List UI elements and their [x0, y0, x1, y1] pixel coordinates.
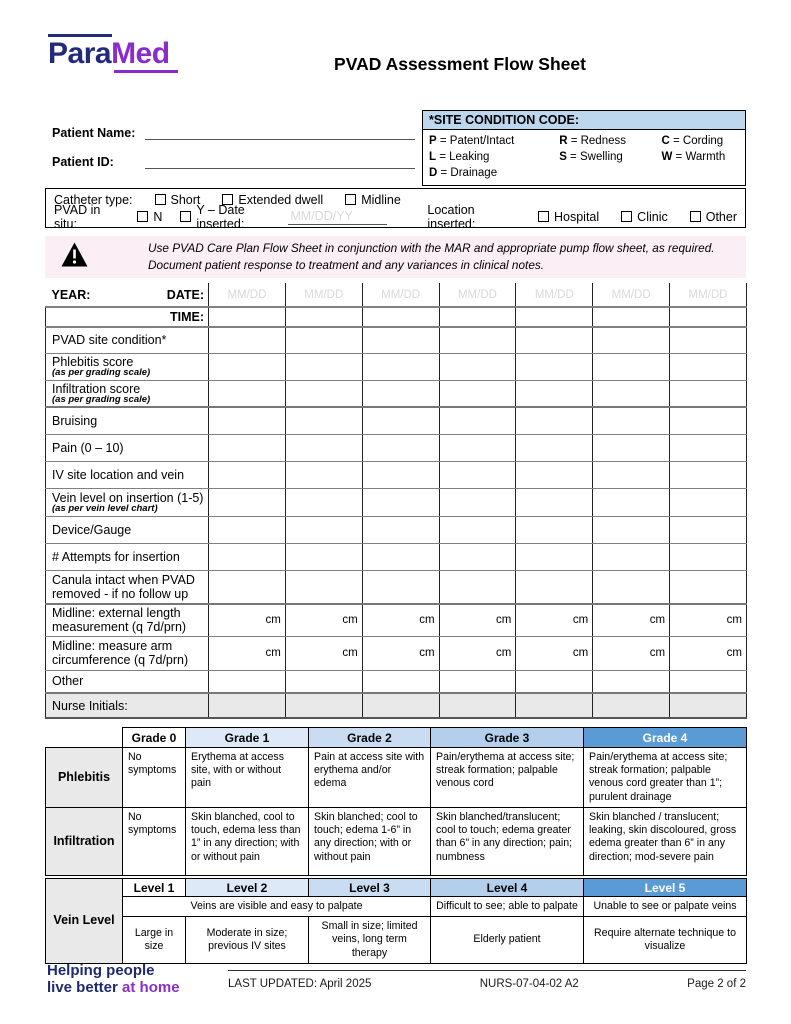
- flow-input-cell[interactable]: [285, 488, 362, 516]
- flow-input-cell[interactable]: [439, 570, 516, 604]
- flow-input-cell[interactable]: [439, 543, 516, 570]
- last-updated-text: LAST UPDATED: April 2025: [228, 978, 372, 990]
- logo-bottom-line: [114, 70, 178, 73]
- grading-cell: Skin blanched; cool to touch; edema 1-6” in any direction; with or without pain: [309, 807, 431, 875]
- flow-input-cell[interactable]: [516, 670, 593, 693]
- flow-row-sublabel: (as per grading scale): [52, 367, 151, 379]
- flow-input-cell[interactable]: [209, 380, 286, 407]
- level-header: Level 4: [431, 879, 584, 897]
- flow-row-label: [46, 461, 209, 488]
- flow-input-cell[interactable]: cm: [670, 636, 747, 670]
- flow-row-label: [46, 670, 209, 693]
- flow-input-cell[interactable]: [285, 670, 362, 693]
- flow-input-cell[interactable]: cm: [285, 636, 362, 670]
- catheter-box: [45, 188, 746, 231]
- catheter-option-short: Short: [170, 192, 201, 207]
- flow-input-cell[interactable]: [285, 380, 362, 407]
- flow-row-label-text: # Attempts for insertion: [52, 549, 180, 564]
- flow-row: [46, 543, 747, 570]
- date-input-cell[interactable]: MM/DD: [593, 283, 670, 307]
- flow-input-cell[interactable]: [670, 570, 747, 604]
- code-item: [559, 149, 661, 165]
- site-condition-code-title: *SITE CONDITION CODE:: [423, 111, 745, 130]
- date-inserted-input[interactable]: MM/DD/YY: [288, 209, 387, 225]
- page-title: PVAD Assessment Flow Sheet: [334, 54, 586, 74]
- flow-input-cell[interactable]: [516, 693, 593, 718]
- flow-input-cell[interactable]: [285, 327, 362, 353]
- grading-row-label: Infiltration: [46, 807, 123, 875]
- flow-row-label-text: Vein level on insertion (1-5): [52, 490, 204, 505]
- grading-cell: No symptoms: [123, 748, 186, 808]
- flow-input-cell[interactable]: [209, 670, 286, 693]
- grading-cell: Erythema at access site, with or without pain: [186, 748, 309, 808]
- flow-input-cell[interactable]: [439, 693, 516, 718]
- situ-option-y-date-inserted: Y – Date inserted:: [196, 202, 245, 231]
- flow-input-cell[interactable]: [362, 570, 439, 604]
- flow-input-cell[interactable]: [593, 693, 670, 718]
- flow-input-cell[interactable]: [285, 461, 362, 488]
- time-input-cell[interactable]: [285, 307, 362, 327]
- grading-row-label: Phlebitis: [46, 748, 123, 808]
- flow-input-cell[interactable]: [593, 380, 670, 407]
- time-input-cell[interactable]: [593, 307, 670, 327]
- flow-input-cell[interactable]: [593, 353, 670, 380]
- warning-line1: Use PVAD Care Plan Flow Sheet in conjunction with the MAR and appropriate pump flow sheet, as required.: [148, 240, 715, 255]
- warning-strip: [45, 236, 746, 278]
- flow-input-cell[interactable]: [516, 570, 593, 604]
- vein-description-cell: Elderly patient: [431, 917, 584, 964]
- code-meaning: = Cording: [669, 135, 724, 147]
- code-meaning: = Swelling: [566, 151, 623, 164]
- footer-row: [228, 978, 746, 990]
- document-number: NURS-07-04-02 A2: [479, 978, 579, 990]
- vein-description-cell: Require alternate technique to visualize: [584, 917, 747, 964]
- flow-input-cell[interactable]: [439, 353, 516, 380]
- code-key: C: [661, 135, 670, 147]
- code-key: S: [559, 151, 567, 164]
- flow-input-cell[interactable]: [209, 461, 286, 488]
- flow-input-cell[interactable]: [516, 461, 593, 488]
- flow-input-cell[interactable]: [670, 543, 747, 570]
- grading-cell: Pain/erythema at access site; streak formation; palpable venous cord greater than 1”; purulent drainage: [584, 748, 747, 808]
- flow-input-cell[interactable]: [593, 570, 670, 604]
- vein-description-cell: Large in size: [123, 917, 186, 964]
- site-condition-code-box: [422, 110, 746, 186]
- flow-input-cell[interactable]: [593, 516, 670, 543]
- code-key: L: [429, 151, 437, 164]
- location-option-clinic: Clinic: [637, 209, 668, 224]
- grade-header: Grade 3: [431, 728, 584, 748]
- code-key: P: [429, 135, 437, 147]
- date-input-cell[interactable]: MM/DD: [439, 283, 516, 307]
- code-meaning: = Leaking: [436, 151, 490, 164]
- flow-input-cell[interactable]: [209, 434, 286, 461]
- flow-input-cell[interactable]: [285, 543, 362, 570]
- date-label: DATE:: [166, 287, 204, 302]
- code-item: [429, 165, 559, 181]
- flow-sheet-table: [45, 283, 747, 719]
- flow-input-cell[interactable]: [670, 670, 747, 693]
- code-item: [661, 149, 739, 165]
- flow-input-cell[interactable]: [362, 434, 439, 461]
- code-column: [661, 133, 739, 181]
- flow-row-label: [46, 327, 209, 353]
- patient-name-label: Patient Name:: [52, 126, 136, 140]
- checkbox-clinic[interactable]: [621, 211, 632, 222]
- code-item: [559, 133, 661, 149]
- tagline-line1: Helping people: [47, 962, 155, 979]
- grade-header: Grade 4: [584, 728, 747, 748]
- year-label: YEAR:: [51, 287, 91, 302]
- vein-level-label: Vein Level: [46, 879, 123, 964]
- flow-input-cell[interactable]: [209, 543, 286, 570]
- flow-input-cell[interactable]: [362, 327, 439, 353]
- catheter-option-midline: Midline: [361, 192, 401, 207]
- flow-input-cell[interactable]: [670, 380, 747, 407]
- code-meaning: = Patent/Intact: [436, 135, 515, 147]
- flow-input-cell[interactable]: [593, 327, 670, 353]
- flow-row-label-text: IV site location and vein: [52, 467, 185, 482]
- checkbox-midline[interactable]: [345, 194, 356, 205]
- time-input-cell[interactable]: [209, 307, 286, 327]
- flow-row: [46, 693, 747, 718]
- code-key: D: [429, 167, 438, 180]
- flow-input-cell[interactable]: [670, 516, 747, 543]
- flow-input-cell[interactable]: [593, 670, 670, 693]
- flow-row-label: [46, 543, 209, 570]
- date-input-cell[interactable]: MM/DD: [670, 283, 747, 307]
- code-meaning: = Warmth: [672, 151, 726, 164]
- flow-row-label: [46, 516, 209, 543]
- flow-row-sublabel: (as per vein level chart): [52, 502, 158, 514]
- paramed-logo: [48, 34, 188, 73]
- flow-input-cell[interactable]: [516, 327, 593, 353]
- flow-input-cell[interactable]: [285, 693, 362, 718]
- flow-row-label: [46, 353, 209, 380]
- flow-input-cell[interactable]: [516, 543, 593, 570]
- flow-input-cell[interactable]: [439, 461, 516, 488]
- pvad-in-situ-label: PVAD in situ:: [54, 202, 101, 231]
- checkbox-situ-y[interactable]: [180, 211, 191, 222]
- flow-row-label: [46, 570, 209, 604]
- tagline-line2: [47, 979, 180, 996]
- footer-rule: [228, 970, 746, 971]
- flow-input-cell[interactable]: cm: [439, 636, 516, 670]
- flow-input-cell[interactable]: [439, 670, 516, 693]
- vein-description-cell: Small in size; limited veins, long term therapy: [309, 917, 431, 964]
- flow-input-cell[interactable]: [516, 488, 593, 516]
- flow-input-cell[interactable]: [516, 353, 593, 380]
- level-header: Level 3: [309, 879, 431, 897]
- grade-header: Grade 0: [123, 728, 186, 748]
- time-input-cell[interactable]: [362, 307, 439, 327]
- grading-cell: No symptoms: [123, 807, 186, 875]
- code-item: [429, 133, 559, 149]
- vein-description-cell: Moderate in size; previous IV sites: [186, 917, 309, 964]
- checkbox-short[interactable]: [155, 194, 166, 205]
- flow-row-label-text: Canula intact when PVAD removed - if no follow up: [52, 572, 195, 601]
- flow-input-cell[interactable]: [209, 353, 286, 380]
- flow-input-cell[interactable]: cm: [516, 604, 593, 636]
- code-key: W: [661, 151, 673, 164]
- flow-row-label-text: Nurse Initials:: [52, 698, 128, 713]
- flow-input-cell[interactable]: [670, 353, 747, 380]
- flow-input-cell[interactable]: cm: [285, 604, 362, 636]
- flow-row-label: [46, 488, 209, 516]
- flow-row-label: [46, 380, 209, 407]
- flow-input-cell[interactable]: [670, 407, 747, 434]
- flow-input-cell[interactable]: cm: [439, 604, 516, 636]
- flow-input-cell[interactable]: [209, 488, 286, 516]
- grading-cell: Pain/erythema at access site; streak formation; palpable venous cord: [431, 748, 584, 808]
- flow-input-cell[interactable]: [209, 327, 286, 353]
- flow-input-cell[interactable]: [362, 693, 439, 718]
- flow-input-cell[interactable]: [593, 488, 670, 516]
- flow-row: [46, 670, 747, 693]
- flow-input-cell[interactable]: [439, 380, 516, 407]
- flow-input-cell[interactable]: cm: [362, 604, 439, 636]
- date-input-cell[interactable]: MM/DD: [362, 283, 439, 307]
- time-input-cell[interactable]: [516, 307, 593, 327]
- location-option-other: Other: [705, 209, 737, 224]
- code-item: [429, 149, 559, 165]
- flow-input-cell[interactable]: [209, 516, 286, 543]
- flow-row: [46, 488, 747, 516]
- logo-text: [48, 38, 188, 70]
- flow-input-cell[interactable]: [362, 461, 439, 488]
- patient-block: [52, 124, 415, 182]
- flow-input-cell[interactable]: [670, 488, 747, 516]
- tagline-live-better: live better: [47, 979, 123, 996]
- level-header: Level 2: [186, 879, 309, 897]
- flow-input-cell[interactable]: [670, 693, 747, 718]
- flow-row: [46, 570, 747, 604]
- flow-input-cell[interactable]: [439, 327, 516, 353]
- code-meaning: = Redness: [567, 135, 626, 147]
- grading-row: [46, 807, 747, 875]
- flow-row: [46, 516, 747, 543]
- logo-part-med: Med: [111, 37, 170, 70]
- flow-input-cell[interactable]: cm: [209, 604, 286, 636]
- flow-input-cell[interactable]: [439, 516, 516, 543]
- patient-name-input[interactable]: [145, 124, 415, 140]
- flow-input-cell[interactable]: [593, 407, 670, 434]
- flow-input-cell[interactable]: [516, 434, 593, 461]
- checkbox-hospital[interactable]: [538, 211, 549, 222]
- flow-row-label-text: Other: [52, 674, 84, 689]
- flow-input-cell[interactable]: [285, 407, 362, 434]
- flow-row-label-text: Device/Gauge: [52, 522, 132, 537]
- flow-input-cell[interactable]: cm: [362, 636, 439, 670]
- flow-input-cell[interactable]: [670, 461, 747, 488]
- level-header: Level 5: [584, 879, 747, 897]
- grading-cell: Skin blanched, cool to touch, edema less than 1” in any direction; with or without pain: [186, 807, 309, 875]
- warning-text: [148, 240, 715, 274]
- flow-row-label: [46, 604, 209, 636]
- flow-row: [46, 407, 747, 434]
- code-column: [559, 133, 661, 181]
- grading-scale-table: [45, 727, 747, 876]
- flow-input-cell[interactable]: cm: [670, 604, 747, 636]
- vein-visibility-l5: Unable to see or palpate veins: [584, 897, 747, 917]
- flow-row: [46, 380, 747, 407]
- catheter-option-extended-dwell: Extended dwell: [238, 192, 324, 207]
- flow-input-cell[interactable]: [593, 543, 670, 570]
- time-input-cell[interactable]: [439, 307, 516, 327]
- flow-input-cell[interactable]: [439, 434, 516, 461]
- warning-triangle-icon: [61, 242, 88, 272]
- flow-input-cell[interactable]: [285, 434, 362, 461]
- location-inserted-label: Location inserted:: [427, 202, 476, 231]
- flow-input-cell[interactable]: [516, 516, 593, 543]
- vein-visibility-l4: Difficult to see; able to palpate: [431, 897, 584, 917]
- location-option-hospital: Hospital: [554, 209, 600, 224]
- page-number: Page 2 of 2: [687, 978, 746, 990]
- flow-row-label-text: Phlebitis score: [52, 355, 134, 370]
- checkbox-other[interactable]: [690, 211, 701, 222]
- flow-row-label: [46, 434, 209, 461]
- flow-row: [46, 636, 747, 670]
- flow-row-label-text: Midline: external length measurement (q 7d/prn): [52, 606, 187, 635]
- date-input-cell[interactable]: MM/DD: [516, 283, 593, 307]
- patient-id-label: Patient ID:: [52, 155, 114, 169]
- catheter-type-label: Catheter type:: [54, 192, 133, 207]
- flow-input-cell[interactable]: cm: [593, 636, 670, 670]
- tagline: [47, 962, 180, 996]
- tagline-at-home: at home: [122, 979, 180, 996]
- flow-row-label: [46, 636, 209, 670]
- date-input-cell[interactable]: MM/DD: [285, 283, 362, 307]
- site-condition-code-list: [423, 130, 745, 185]
- flow-input-cell[interactable]: [209, 570, 286, 604]
- level-header: Level 1: [123, 879, 186, 897]
- flow-row-label-text: Bruising: [52, 413, 98, 428]
- vein-visibility-span: Veins are visible and easy to palpate: [123, 897, 431, 917]
- flow-input-cell[interactable]: [209, 693, 286, 718]
- flow-input-cell[interactable]: [285, 570, 362, 604]
- flow-row-label: [46, 407, 209, 434]
- flow-input-cell[interactable]: [209, 407, 286, 434]
- grading-row: [46, 748, 747, 808]
- date-input-cell[interactable]: MM/DD: [209, 283, 286, 307]
- grade-header: Grade 2: [309, 728, 431, 748]
- flow-row-label-text: Pain (0 – 10): [52, 440, 124, 455]
- flow-row-label: [46, 693, 209, 718]
- flow-row-sublabel: (as per grading scale): [52, 394, 151, 405]
- code-column: [429, 133, 559, 181]
- flow-row-label-text: Infiltration score: [52, 382, 141, 396]
- flow-input-cell[interactable]: [439, 488, 516, 516]
- flow-row: [46, 353, 747, 380]
- code-meaning: = Drainage: [437, 167, 498, 180]
- flow-row: [46, 434, 747, 461]
- time-label-cell: TIME:: [46, 307, 209, 327]
- warning-line2: Document patient response to treatment and any variances in clinical notes.: [148, 258, 545, 272]
- code-item: [661, 133, 739, 149]
- flow-input-cell[interactable]: [362, 407, 439, 434]
- flow-input-cell[interactable]: [670, 327, 747, 353]
- patient-id-input[interactable]: [145, 153, 415, 169]
- flow-input-cell[interactable]: [516, 380, 593, 407]
- flow-row: [46, 461, 747, 488]
- code-key: R: [559, 135, 568, 147]
- flow-input-cell[interactable]: [362, 516, 439, 543]
- logo-part-para: Para: [48, 37, 112, 70]
- vein-level-table: [45, 878, 747, 964]
- flow-input-cell[interactable]: [362, 670, 439, 693]
- situ-option-n: N: [153, 209, 163, 224]
- flow-input-cell[interactable]: [516, 407, 593, 434]
- flow-input-cell[interactable]: [362, 543, 439, 570]
- flow-row: [46, 327, 747, 353]
- grading-cell: Skin blanched / translucent; leaking, skin discoloured, gross edema greater than 6” in any direction; mod-severe pain: [584, 807, 747, 875]
- flow-input-cell[interactable]: [362, 488, 439, 516]
- flow-row-label-text: PVAD site condition*: [52, 333, 167, 348]
- flow-input-cell[interactable]: [593, 434, 670, 461]
- flow-row-label-text: Midline: measure arm circumference (q 7d/prn): [52, 639, 189, 667]
- flow-row: [46, 604, 747, 636]
- flow-input-cell[interactable]: [285, 353, 362, 380]
- flow-input-cell[interactable]: [285, 516, 362, 543]
- flow-input-cell[interactable]: [593, 461, 670, 488]
- flow-input-cell[interactable]: cm: [516, 636, 593, 670]
- flow-input-cell[interactable]: [670, 434, 747, 461]
- flow-input-cell[interactable]: cm: [209, 636, 286, 670]
- grade-header: Grade 1: [186, 728, 309, 748]
- grading-cell: Skin blanched/translucent; cool to touch; edema greater than 6” in any direction; pain; numbness: [431, 807, 584, 875]
- flow-input-cell[interactable]: [439, 407, 516, 434]
- grading-cell: Pain at access site with erythema and/or edema: [309, 748, 431, 808]
- flow-input-cell[interactable]: [362, 353, 439, 380]
- flow-input-cell[interactable]: [362, 380, 439, 407]
- year-date-cell: [46, 283, 209, 307]
- time-input-cell[interactable]: [670, 307, 747, 327]
- checkbox-situ-n[interactable]: [137, 211, 148, 222]
- flow-input-cell[interactable]: cm: [593, 604, 670, 636]
